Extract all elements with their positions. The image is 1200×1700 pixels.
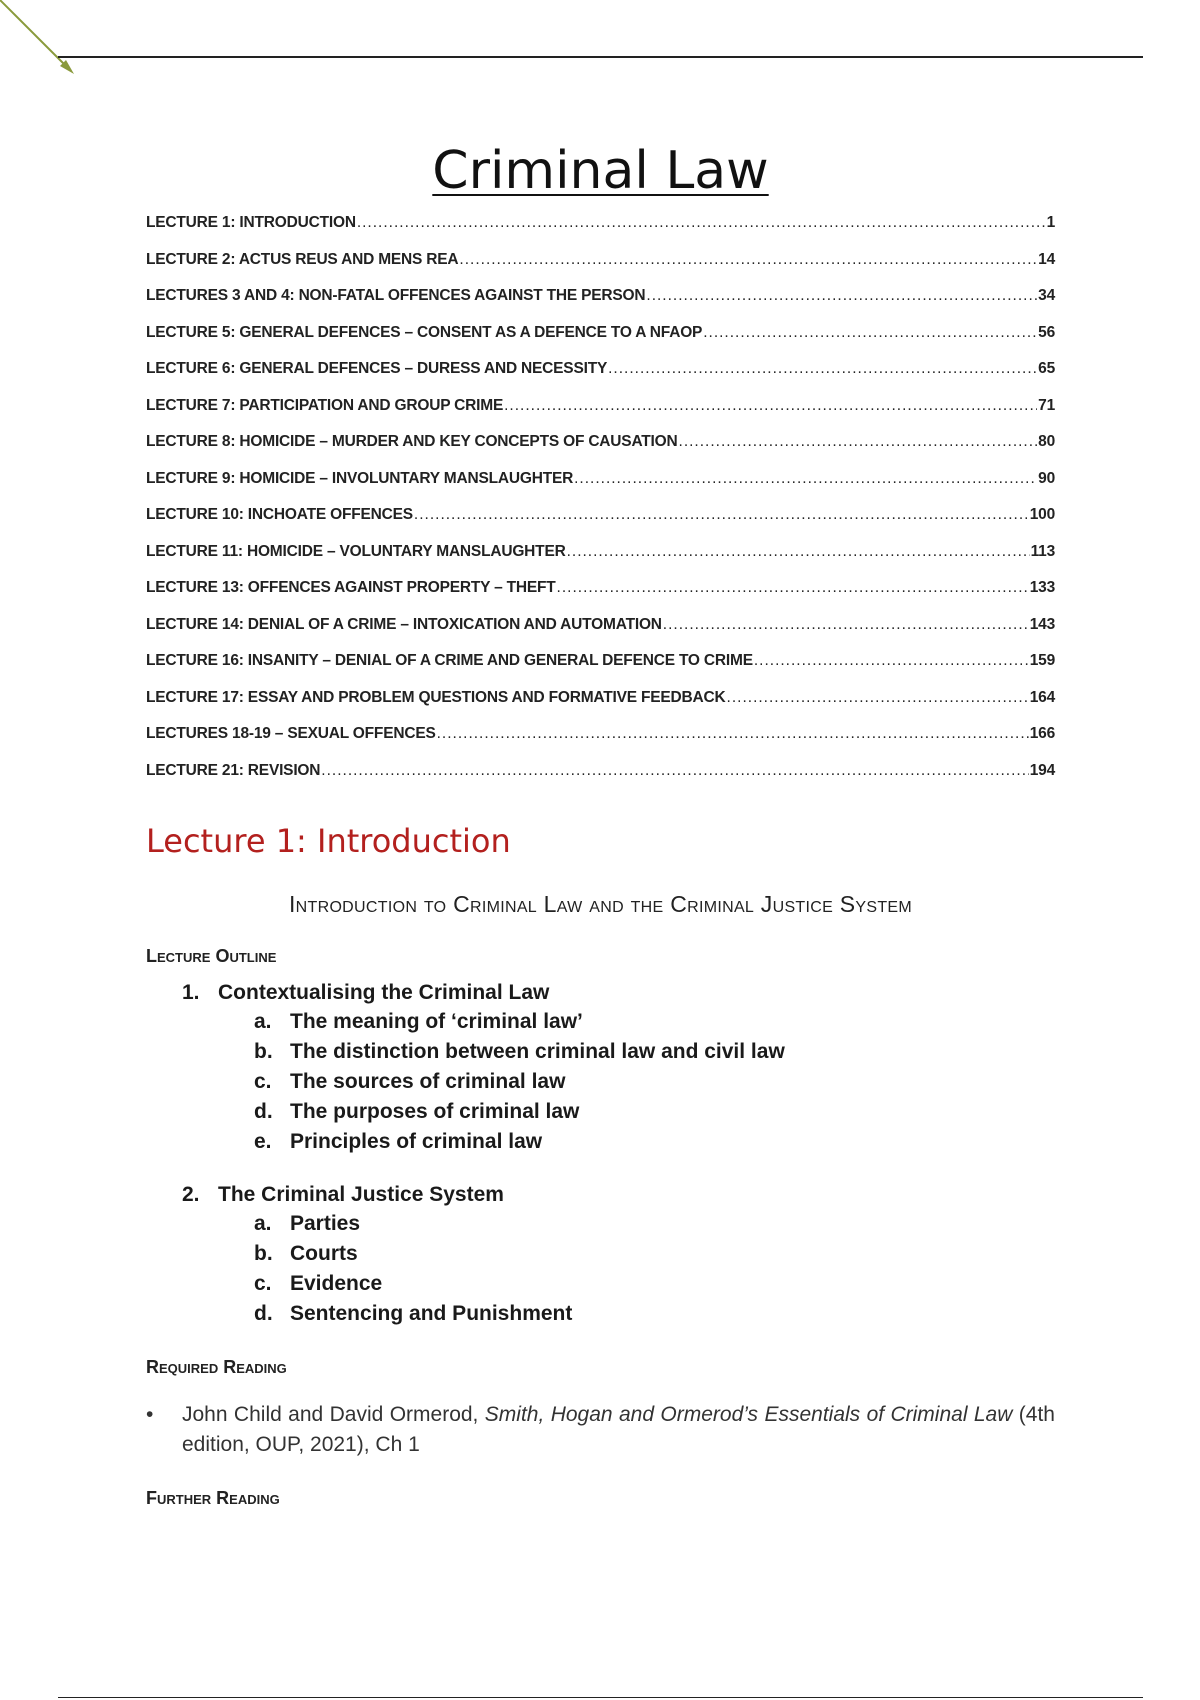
toc-leader (567, 543, 1030, 561)
toc-entry-page: 194 (1029, 761, 1055, 779)
toc-leader (679, 433, 1038, 451)
outline-letter: a. (254, 1211, 272, 1235)
outline-section-title: The Criminal Justice System (218, 1182, 504, 1206)
outline-letter: e. (254, 1129, 272, 1153)
reading-details: (4th edition, OUP, 2021), Ch 1 (182, 1402, 1055, 1456)
toc-entry-page: 56 (1038, 323, 1055, 341)
toc-entry-title: LECTURE 11: HOMICIDE – VOLUNTARY MANSLAUGHTER (146, 542, 566, 560)
toc-entry-page: 14 (1038, 250, 1055, 268)
outline-subitem (254, 1127, 1055, 1157)
outline-section (182, 1183, 1055, 1329)
required-reading-label: Required Reading (146, 1356, 287, 1377)
toc-entry[interactable] (146, 762, 1055, 799)
corner-arrow-icon (0, 0, 80, 80)
toc-entry-title: LECTURE 2: ACTUS REUS AND MENS REA (146, 250, 459, 268)
toc-entry-title: LECTURE 17: ESSAY AND PROBLEM QUESTIONS AND FORMATIVE FEEDBACK (146, 688, 726, 706)
outline-subitem (254, 1037, 1055, 1067)
outline-subitem-text: Courts (290, 1241, 358, 1265)
toc-entry[interactable] (146, 616, 1055, 653)
toc-entry-title: LECTURE 9: HOMICIDE – INVOLUNTARY MANSLAUGHTER (146, 469, 574, 487)
toc-entry-page: 90 (1038, 469, 1055, 487)
toc-entry[interactable] (146, 287, 1055, 324)
further-reading-label: Further Reading (146, 1487, 280, 1508)
outline-letter: b. (254, 1241, 273, 1265)
toc-entry[interactable] (146, 397, 1055, 434)
outline-section (182, 981, 1055, 1157)
toc-entry[interactable] (146, 579, 1055, 616)
footer-rule (58, 1697, 1143, 1698)
toc-leader (608, 360, 1037, 378)
outline-subitem-text: The sources of criminal law (290, 1069, 566, 1093)
outline-subitem (254, 1067, 1055, 1097)
toc-entry[interactable] (146, 470, 1055, 507)
toc-entry-title: LECTURE 13: OFFENCES AGAINST PROPERTY – THEFT (146, 579, 556, 597)
toc-leader (414, 506, 1029, 524)
outline-subitem (254, 1239, 1055, 1269)
toc-entry[interactable] (146, 543, 1055, 580)
outline-subitem (254, 1299, 1055, 1329)
outline-subitem-text: Sentencing and Punishment (290, 1301, 573, 1325)
toc-entry-page: 80 (1038, 433, 1055, 451)
outline-section-title: Contextualising the Criminal Law (218, 980, 550, 1004)
toc-entry[interactable] (146, 652, 1055, 689)
toc-leader (574, 470, 1037, 488)
toc-entry-page: 100 (1029, 506, 1055, 524)
outline-subitem-text: Principles of criminal law (290, 1129, 543, 1153)
outline-subitem (254, 1007, 1055, 1037)
lecture-heading: Lecture 1: Introduction (146, 822, 511, 861)
outline-subitem (254, 1097, 1055, 1127)
toc-leader (504, 397, 1037, 415)
toc-leader (727, 689, 1029, 707)
toc-entry-page: 113 (1030, 542, 1055, 560)
toc-entry-title: LECTURE 16: INSANITY – DENIAL OF A CRIME AND GENERAL DEFENCE TO CRIME (146, 652, 753, 670)
toc-entry-page: 71 (1038, 396, 1055, 414)
toc-entry[interactable] (146, 689, 1055, 726)
outline-number: 1. (182, 980, 200, 1004)
lecture-outline (146, 981, 1055, 1329)
outline-subitems (254, 1209, 1055, 1329)
toc-entry[interactable] (146, 214, 1055, 251)
outline-subitem-text: Parties (290, 1211, 361, 1235)
toc-entry-title: LECTURE 1: INTRODUCTION (146, 214, 356, 232)
reading-authors: John Child and David Ormerod, (182, 1402, 485, 1426)
toc-entry-title: LECTURES 18-19 – SEXUAL OFFENCES (146, 725, 436, 743)
table-of-contents (146, 214, 1055, 798)
toc-entry-title: LECTURE 6: GENERAL DEFENCES – DURESS AND NECESSITY (146, 360, 608, 378)
toc-entry[interactable] (146, 324, 1055, 361)
toc-leader (321, 762, 1028, 780)
outline-subitem-text: Evidence (290, 1271, 383, 1295)
toc-entry-page: 164 (1029, 688, 1055, 706)
toc-entry-title: LECTURE 8: HOMICIDE – MURDER AND KEY CONCEPTS OF CAUSATION (146, 433, 678, 451)
outline-letter: b. (254, 1039, 273, 1063)
reading-book-title: Smith, Hogan and Ormerod’s Essentials of Criminal Law (484, 1402, 1013, 1426)
toc-entry[interactable] (146, 433, 1055, 470)
toc-entry-title: LECTURE 10: INCHOATE OFFENCES (146, 506, 413, 524)
outline-subitem (254, 1209, 1055, 1239)
outline-subitem-text: The purposes of criminal law (290, 1099, 580, 1123)
toc-leader (646, 287, 1037, 305)
outline-number: 2. (182, 1182, 200, 1206)
outline-label: Lecture Outline (146, 945, 277, 966)
toc-entry-title: LECTURES 3 AND 4: NON-FATAL OFFENCES AGAINST THE PERSON (146, 287, 646, 305)
toc-leader (437, 725, 1029, 743)
toc-entry[interactable] (146, 725, 1055, 762)
toc-entry-page: 133 (1029, 579, 1055, 597)
outline-letter: d. (254, 1099, 273, 1123)
toc-entry-page: 166 (1029, 725, 1055, 743)
reading-item (146, 1400, 1055, 1460)
toc-leader (663, 616, 1029, 634)
document-page (146, 140, 1055, 1509)
toc-entry-page: 143 (1029, 615, 1055, 633)
toc-entry-page: 34 (1038, 287, 1055, 305)
toc-entry-title: LECTURE 7: PARTICIPATION AND GROUP CRIME (146, 396, 504, 414)
toc-entry-title: LECTURE 21: REVISION (146, 761, 321, 779)
outline-subitem (254, 1269, 1055, 1299)
outline-letter: d. (254, 1301, 273, 1325)
toc-entry-title: LECTURE 14: DENIAL OF A CRIME – INTOXICATION AND AUTOMATION (146, 615, 662, 633)
toc-entry[interactable] (146, 360, 1055, 397)
toc-entry-title: LECTURE 5: GENERAL DEFENCES – CONSENT AS A DEFENCE TO A NFAOP (146, 323, 703, 341)
toc-entry-page: 1 (1046, 214, 1055, 232)
document-title: Criminal Law (432, 141, 769, 201)
bullet-icon: • (146, 1402, 154, 1426)
outline-letter: c. (254, 1069, 272, 1093)
outline-subitem-text: The distinction between criminal law and civil law (290, 1039, 785, 1063)
toc-leader (754, 652, 1029, 670)
required-reading-list (146, 1400, 1055, 1460)
toc-leader (557, 579, 1029, 597)
header-rule (58, 56, 1143, 58)
toc-entry-page: 159 (1029, 652, 1055, 670)
outline-subitem-text: The meaning of ‘criminal law’ (290, 1009, 583, 1033)
toc-entry[interactable] (146, 506, 1055, 543)
outline-letter: a. (254, 1009, 272, 1033)
outline-subitems (254, 1007, 1055, 1157)
lecture-subheading: Introduction to Criminal Law and the Criminal Justice System (288, 890, 913, 917)
toc-entry[interactable] (146, 251, 1055, 288)
outline-letter: c. (254, 1271, 272, 1295)
toc-entry-page: 65 (1038, 360, 1055, 378)
toc-leader (703, 324, 1037, 342)
toc-leader (357, 214, 1046, 232)
toc-leader (459, 251, 1037, 269)
